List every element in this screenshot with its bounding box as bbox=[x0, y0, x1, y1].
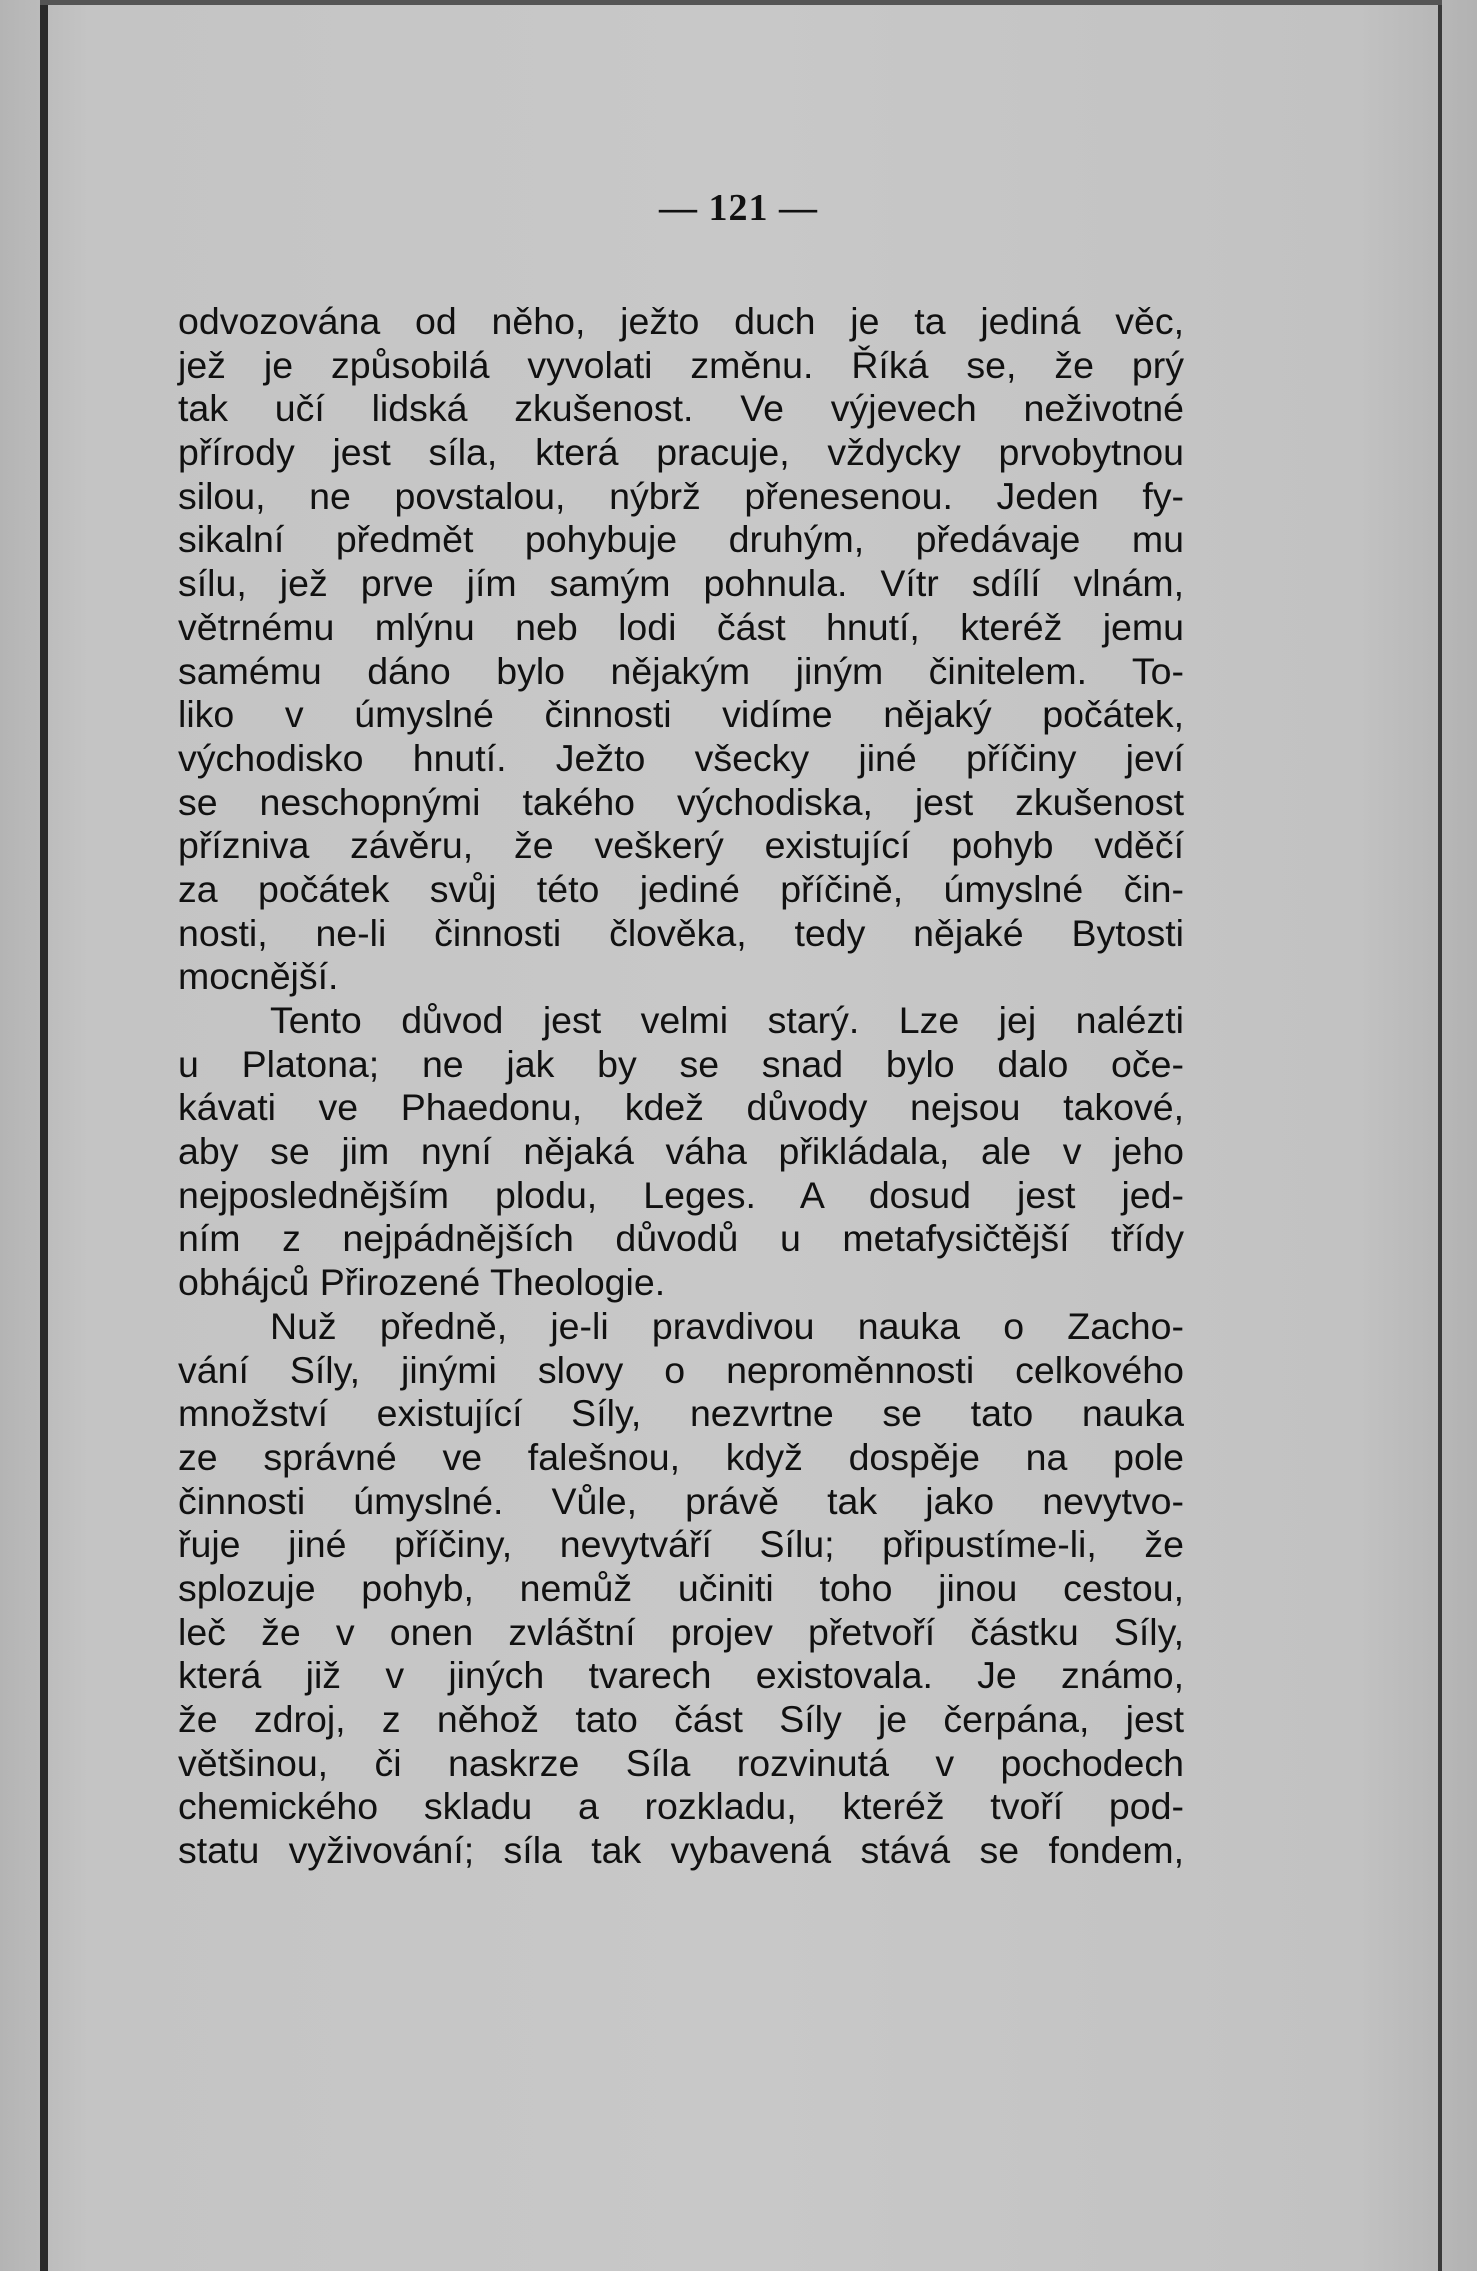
text-line: za počátek svůj této jediné příčině, úmyslné čin- bbox=[178, 867, 1184, 910]
page-edge-right bbox=[1438, 0, 1442, 2271]
text-line: obhájců Přirozené Theologie. bbox=[178, 1261, 666, 1304]
text-line: Tento důvod jest velmi starý. Lze jej nalézti bbox=[270, 999, 1184, 1041]
text-line: splozuje pohyb, nemůž učiniti toho jinou cestou, bbox=[178, 1566, 1184, 1609]
text-line: řuje jiné příčiny, nevytváří Sílu; připustíme-li, že bbox=[178, 1523, 1184, 1566]
text-line: statu vyživování; síla tak vybavená stává se fondem, bbox=[178, 1829, 1184, 1872]
page-edge-left bbox=[40, 0, 48, 2271]
text-line: množství existující Síly, nezvrtne se tato nauka bbox=[178, 1392, 1184, 1435]
text-line: vání Síly, jinými slovy o neproměnnosti celkového bbox=[178, 1348, 1184, 1391]
text-line: přírody jest síla, která pracuje, vždycky prvobytnou bbox=[178, 431, 1184, 474]
page-edge-top bbox=[40, 0, 1442, 5]
text-line: se neschopnými takého východiska, jest zkušenost bbox=[178, 780, 1184, 823]
text-line: liko v úmyslné činnosti vidíme nějaký počátek, bbox=[178, 693, 1184, 736]
text-line: aby se jim nyní nějaká váha přikládala, ale v jeho bbox=[178, 1130, 1184, 1173]
text-line: větrnému mlýnu neb lodi část hnutí, kteréž jemu bbox=[178, 605, 1184, 648]
text-line: nosti, ne-li činnosti člověka, tedy nějaké Bytosti bbox=[178, 911, 1184, 954]
text-line: většinou, či naskrze Síla rozvinutá v pochodech bbox=[178, 1741, 1184, 1784]
text-line: že zdroj, z něhož tato část Síly je čerpána, jest bbox=[178, 1698, 1184, 1740]
text-line: sikalní předmět pohybuje druhým, předávaje mu bbox=[178, 518, 1184, 561]
text-line: tak učí lidská zkušenost. Ve výjevech neživotné bbox=[178, 387, 1184, 430]
text-line: silou, ne povstalou, nýbrž přenesenou. Jeden fy- bbox=[178, 474, 1184, 517]
body-text bbox=[178, 300, 1184, 1873]
text-line: činnosti úmyslné. Vůle, právě tak jako nevytvo- bbox=[178, 1479, 1184, 1522]
text-line: sílu, jež prve jím samým pohnula. Vítr sdílí vlnám, bbox=[178, 562, 1184, 605]
text-line: ním z nejpádnějších důvodů u metafysičtější třídy bbox=[178, 1217, 1184, 1260]
text-line: chemického skladu a rozkladu, kteréž tvoří pod- bbox=[178, 1785, 1184, 1828]
page-number: — 121 — bbox=[659, 187, 818, 229]
text-line: mocnější. bbox=[178, 955, 339, 998]
text-line: odvozována od něho, ježto duch je ta jediná věc, bbox=[178, 300, 1184, 342]
text-line: která již v jiných tvarech existovala. Je známo, bbox=[178, 1654, 1184, 1697]
text-line: ze správné ve falešnou, když dospěje na pole bbox=[178, 1435, 1184, 1478]
text-line: jež je způsobilá vyvolati změnu. Říká se, že prý bbox=[178, 343, 1184, 386]
text-line: kávati ve Phaedonu, kdež důvody nejsou takové, bbox=[178, 1086, 1184, 1129]
text-line: leč že v onen zvláštní projev přetvoří částku Síly, bbox=[178, 1610, 1184, 1653]
text-line: samému dáno bylo nějakým jiným činitelem. To- bbox=[178, 649, 1184, 692]
text-line: nejposlednějším plodu, Leges. A dosud jest jed- bbox=[178, 1173, 1184, 1216]
text-line: u Platona; ne jak by se snad bylo dalo oče- bbox=[178, 1042, 1184, 1085]
text-line: východisko hnutí. Ježto všecky jiné příčiny jeví bbox=[178, 736, 1184, 779]
text-line: přízniva závěru, že veškerý existující pohyb vděčí bbox=[178, 824, 1184, 867]
text-line: Nuž předně, je-li pravdivou nauka o Zacho- bbox=[270, 1304, 1184, 1347]
